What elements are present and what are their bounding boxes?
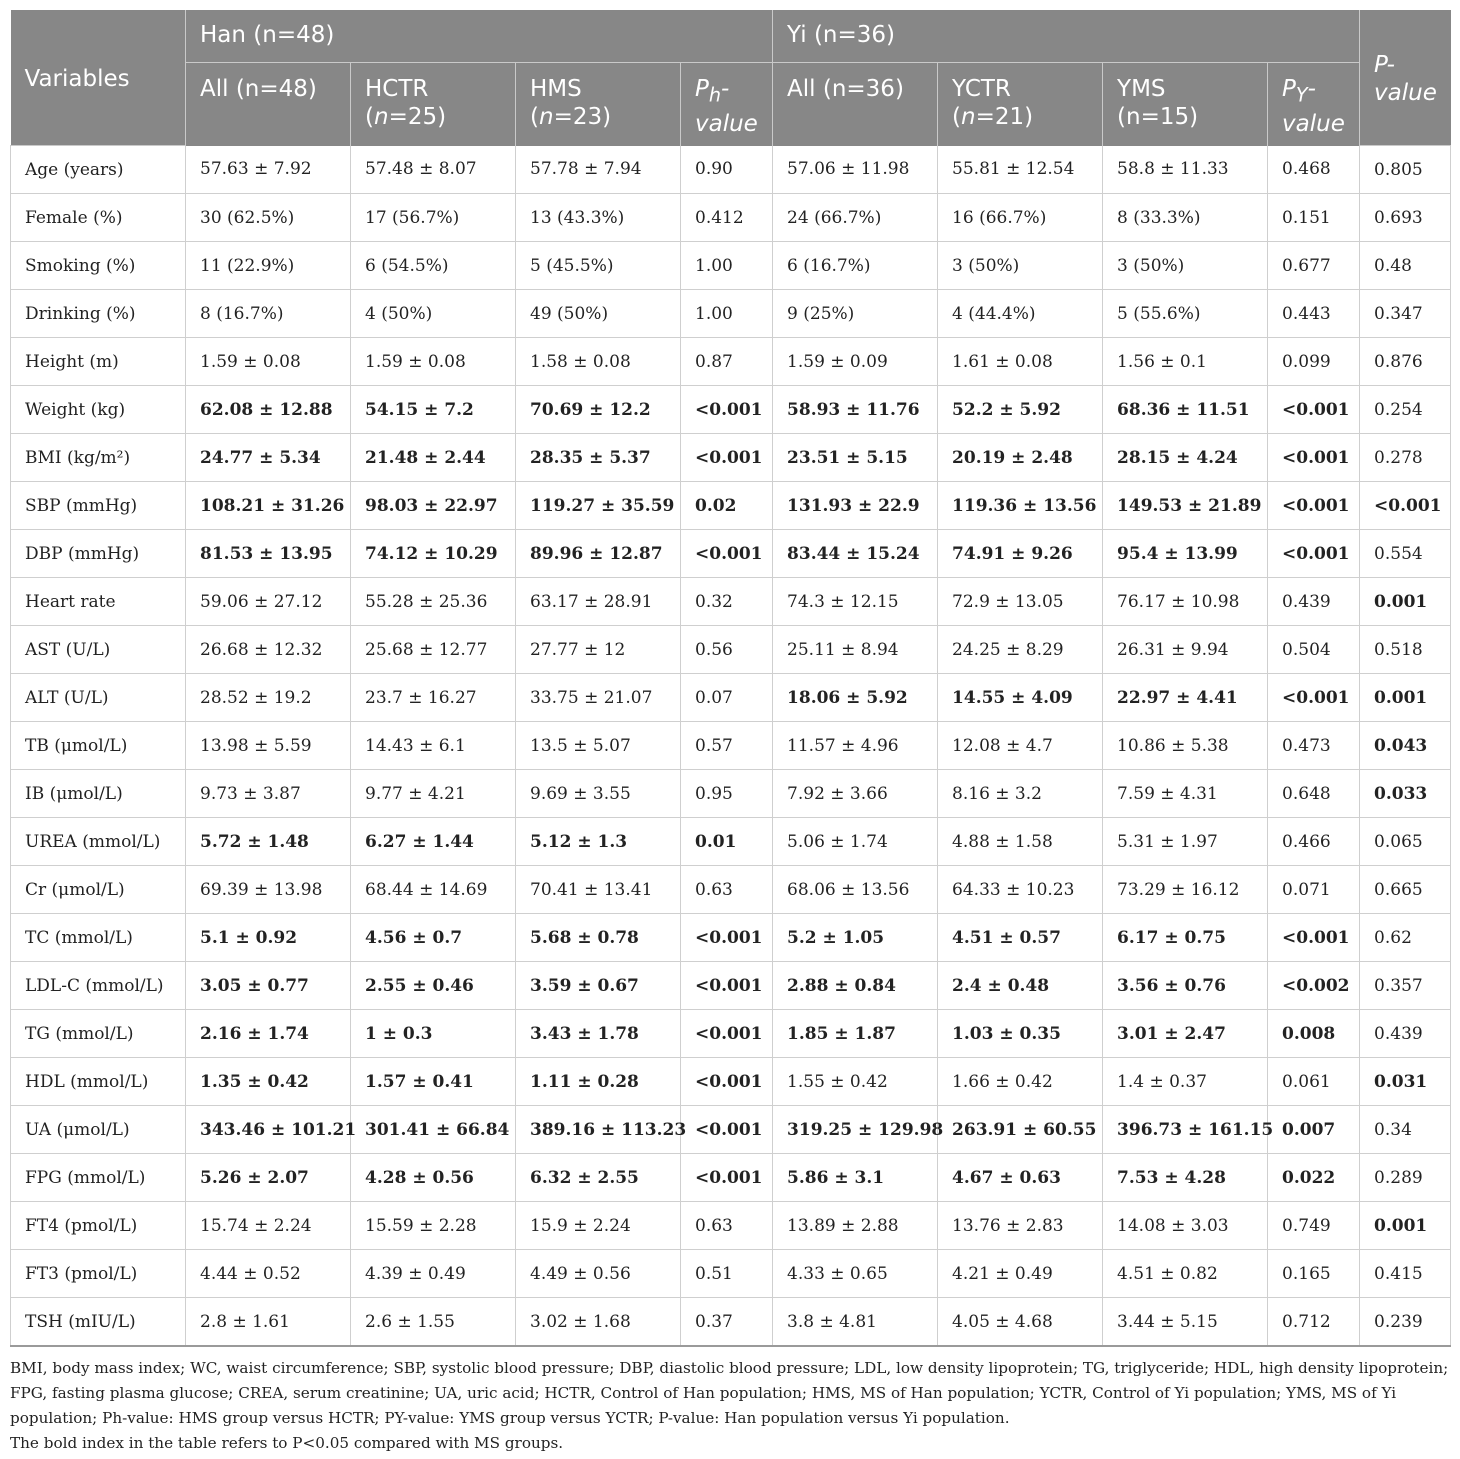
table-cell: <0.001 <box>681 1058 773 1106</box>
table-cell: 0.87 <box>681 338 773 386</box>
table-cell: 4 (50%) <box>351 290 516 338</box>
table-cell: 58.8 ± 11.33 <box>1103 146 1268 194</box>
table-cell: 0.504 <box>1268 626 1360 674</box>
table-cell: 8.16 ± 3.2 <box>938 770 1103 818</box>
table-cell: 5 (45.5%) <box>516 242 681 290</box>
table-cell: 74.3 ± 12.15 <box>773 578 938 626</box>
table-cell: 5.72 ± 1.48 <box>186 818 351 866</box>
table-cell: 2.88 ± 0.84 <box>773 962 938 1010</box>
table-cell: 9.73 ± 3.87 <box>186 770 351 818</box>
table-cell: 13.76 ± 2.83 <box>938 1202 1103 1250</box>
table-cell: 0.63 <box>681 1202 773 1250</box>
row-label: FT4 (pmol/L) <box>11 1202 186 1250</box>
row-label: Female (%) <box>11 194 186 242</box>
table-row <box>11 866 1451 914</box>
table-cell: 4.51 ± 0.57 <box>938 914 1103 962</box>
table-cell: 33.75 ± 21.07 <box>516 674 681 722</box>
table-cell: 55.28 ± 25.36 <box>351 578 516 626</box>
table-cell: 24.77 ± 5.34 <box>186 434 351 482</box>
table-cell: 13.89 ± 2.88 <box>773 1202 938 1250</box>
table-cell: 0.56 <box>681 626 773 674</box>
table-cell: 0.008 <box>1268 1010 1360 1058</box>
row-label: UA (μmol/L) <box>11 1106 186 1154</box>
row-label: Heart rate <box>11 578 186 626</box>
table-cell: 1.58 ± 0.08 <box>516 338 681 386</box>
table-cell: 0.061 <box>1268 1058 1360 1106</box>
table-cell: 5 (55.6%) <box>1103 290 1268 338</box>
table-cell: 3.01 ± 2.47 <box>1103 1010 1268 1058</box>
table-cell: 74.91 ± 9.26 <box>938 530 1103 578</box>
row-label: Height (m) <box>11 338 186 386</box>
table-body <box>11 146 1451 1347</box>
table-cell: 0.439 <box>1360 1010 1451 1058</box>
table-cell: 0.254 <box>1360 386 1451 434</box>
table-cell: 0.554 <box>1360 530 1451 578</box>
col-hms: HMS (n=23) <box>516 63 681 146</box>
table-cell: 7.53 ± 4.28 <box>1103 1154 1268 1202</box>
table-cell: 68.36 ± 11.51 <box>1103 386 1268 434</box>
table-cell: 0.473 <box>1268 722 1360 770</box>
table-cell: 1.59 ± 0.08 <box>186 338 351 386</box>
table-cell: 1.85 ± 1.87 <box>773 1010 938 1058</box>
table-cell: 68.06 ± 13.56 <box>773 866 938 914</box>
table-cell: 3.05 ± 0.77 <box>186 962 351 1010</box>
table-cell: 0.443 <box>1268 290 1360 338</box>
table-cell: 57.06 ± 11.98 <box>773 146 938 194</box>
col-py-value: $P_Y-$ value <box>1268 63 1360 146</box>
table-cell: 70.41 ± 13.41 <box>516 866 681 914</box>
table-cell: 0.001 <box>1360 674 1451 722</box>
table-cell: 98.03 ± 22.97 <box>351 482 516 530</box>
row-label: FPG (mmol/L) <box>11 1154 186 1202</box>
table-cell: 4.49 ± 0.56 <box>516 1250 681 1298</box>
table-cell: 14.43 ± 6.1 <box>351 722 516 770</box>
table-cell: 1.61 ± 0.08 <box>938 338 1103 386</box>
footnote-bold-note: The bold index in the table refers to P<0.05 compared with MS groups. <box>10 1434 564 1453</box>
table-cell: 0.648 <box>1268 770 1360 818</box>
table-cell: 4.39 ± 0.49 <box>351 1250 516 1298</box>
table-cell: 0.071 <box>1268 866 1360 914</box>
table-cell: 0.02 <box>681 482 773 530</box>
table-cell: 0.90 <box>681 146 773 194</box>
table-cell: 76.17 ± 10.98 <box>1103 578 1268 626</box>
table-cell: 21.48 ± 2.44 <box>351 434 516 482</box>
table-cell: 0.37 <box>681 1298 773 1347</box>
row-label: IB (μmol/L) <box>11 770 186 818</box>
table-cell: 0.031 <box>1360 1058 1451 1106</box>
row-label: Drinking (%) <box>11 290 186 338</box>
table-cell: 0.693 <box>1360 194 1451 242</box>
table-cell: 5.31 ± 1.97 <box>1103 818 1268 866</box>
table-cell: 0.57 <box>681 722 773 770</box>
table-cell: 4.21 ± 0.49 <box>938 1250 1103 1298</box>
table-cell: 0.01 <box>681 818 773 866</box>
table-cell: 14.08 ± 3.03 <box>1103 1202 1268 1250</box>
table-cell: 1.00 <box>681 290 773 338</box>
table-cell: 0.065 <box>1360 818 1451 866</box>
table-cell: 12.08 ± 4.7 <box>938 722 1103 770</box>
table-cell: 49 (50%) <box>516 290 681 338</box>
table-cell: 5.68 ± 0.78 <box>516 914 681 962</box>
table-cell: <0.001 <box>681 962 773 1010</box>
table-cell: 55.81 ± 12.54 <box>938 146 1103 194</box>
table-cell: 4.44 ± 0.52 <box>186 1250 351 1298</box>
table-cell: 389.16 ± 113.23 <box>516 1106 681 1154</box>
table-cell: 3.56 ± 0.76 <box>1103 962 1268 1010</box>
table-cell: 343.46 ± 101.21 <box>186 1106 351 1154</box>
table-cell: <0.001 <box>1268 434 1360 482</box>
table-cell: 5.26 ± 2.07 <box>186 1154 351 1202</box>
table-cell: 108.21 ± 31.26 <box>186 482 351 530</box>
table-cell: 1.00 <box>681 242 773 290</box>
table-cell: 4.05 ± 4.68 <box>938 1298 1103 1347</box>
col-ph-value: $P_h-$ value <box>681 63 773 146</box>
table-cell: 3.44 ± 5.15 <box>1103 1298 1268 1347</box>
table-cell: 0.357 <box>1360 962 1451 1010</box>
row-label: HDL (mmol/L) <box>11 1058 186 1106</box>
table-cell: 1.03 ± 0.35 <box>938 1010 1103 1058</box>
table-cell: 0.712 <box>1268 1298 1360 1347</box>
table-cell: <0.001 <box>681 1106 773 1154</box>
row-label: LDL-C (mmol/L) <box>11 962 186 1010</box>
table-cell: 28.52 ± 19.2 <box>186 674 351 722</box>
table-cell: 0.62 <box>1360 914 1451 962</box>
table-cell: 119.27 ± 35.59 <box>516 482 681 530</box>
table-cell: 3.8 ± 4.81 <box>773 1298 938 1347</box>
table-cell: 89.96 ± 12.87 <box>516 530 681 578</box>
table-cell: 0.677 <box>1268 242 1360 290</box>
row-label: TG (mmol/L) <box>11 1010 186 1058</box>
table-row <box>11 722 1451 770</box>
table-cell: 5.86 ± 3.1 <box>773 1154 938 1202</box>
table-cell: 73.29 ± 16.12 <box>1103 866 1268 914</box>
table-cell: 25.11 ± 8.94 <box>773 626 938 674</box>
table-cell: 8 (33.3%) <box>1103 194 1268 242</box>
row-label: Smoking (%) <box>11 242 186 290</box>
table-cell: 3.02 ± 1.68 <box>516 1298 681 1347</box>
table-cell: 0.48 <box>1360 242 1451 290</box>
table-cell: 22.97 ± 4.41 <box>1103 674 1268 722</box>
table-cell: 15.74 ± 2.24 <box>186 1202 351 1250</box>
table-cell: 1.59 ± 0.08 <box>351 338 516 386</box>
table-cell: 9.77 ± 4.21 <box>351 770 516 818</box>
table-cell: 0.165 <box>1268 1250 1360 1298</box>
table-cell: <0.001 <box>681 530 773 578</box>
data-table <box>10 10 1451 1347</box>
table-cell: <0.001 <box>1268 482 1360 530</box>
col-han-all: All (n=48) <box>186 63 351 146</box>
table-cell: 30 (62.5%) <box>186 194 351 242</box>
table-cell: 3.59 ± 0.67 <box>516 962 681 1010</box>
table-cell: 23.51 ± 5.15 <box>773 434 938 482</box>
table-cell: 1.11 ± 0.28 <box>516 1058 681 1106</box>
table-cell: <0.001 <box>681 1154 773 1202</box>
table-cell: 0.749 <box>1268 1202 1360 1250</box>
table-cell: 0.63 <box>681 866 773 914</box>
table-cell: 7.59 ± 4.31 <box>1103 770 1268 818</box>
table-row <box>11 1298 1451 1347</box>
table-row <box>11 1154 1451 1202</box>
table-row <box>11 1250 1451 1298</box>
table-cell: 0.415 <box>1360 1250 1451 1298</box>
table-cell: <0.001 <box>681 914 773 962</box>
table-cell: 24.25 ± 8.29 <box>938 626 1103 674</box>
row-label: Cr (μmol/L) <box>11 866 186 914</box>
table-cell: 0.665 <box>1360 866 1451 914</box>
table-cell: 0.033 <box>1360 770 1451 818</box>
table-cell: 0.412 <box>681 194 773 242</box>
table-row <box>11 674 1451 722</box>
table-cell: 7.92 ± 3.66 <box>773 770 938 818</box>
table-cell: 9 (25%) <box>773 290 938 338</box>
table-cell: 2.8 ± 1.61 <box>186 1298 351 1347</box>
col-hctr: HCTR (n=25) <box>351 63 516 146</box>
table-cell: 64.33 ± 10.23 <box>938 866 1103 914</box>
table-row <box>11 338 1451 386</box>
table-cell: 5.1 ± 0.92 <box>186 914 351 962</box>
table-cell: 28.35 ± 5.37 <box>516 434 681 482</box>
table-row <box>11 626 1451 674</box>
table-cell: <0.001 <box>1268 914 1360 962</box>
table-cell: <0.001 <box>1268 674 1360 722</box>
table-cell: 0.151 <box>1268 194 1360 242</box>
table-cell: <0.002 <box>1268 962 1360 1010</box>
table-cell: 0.07 <box>681 674 773 722</box>
table-cell: 9.69 ± 3.55 <box>516 770 681 818</box>
table-cell: 0.347 <box>1360 290 1451 338</box>
table-cell: 4.88 ± 1.58 <box>938 818 1103 866</box>
table-row <box>11 482 1451 530</box>
table-cell: 95.4 ± 13.99 <box>1103 530 1268 578</box>
table-cell: 3 (50%) <box>938 242 1103 290</box>
table-cell: 0.022 <box>1268 1154 1360 1202</box>
table-cell: 5.12 ± 1.3 <box>516 818 681 866</box>
table-row <box>11 194 1451 242</box>
table-cell: 15.9 ± 2.24 <box>516 1202 681 1250</box>
han-group-header: Han (n=48) <box>186 10 773 63</box>
table-cell: 2.4 ± 0.48 <box>938 962 1103 1010</box>
table-cell: 27.77 ± 12 <box>516 626 681 674</box>
table-cell: 4.51 ± 0.82 <box>1103 1250 1268 1298</box>
footnote <box>10 1356 1450 1456</box>
table-cell: 6.27 ± 1.44 <box>351 818 516 866</box>
table-cell: 62.08 ± 12.88 <box>186 386 351 434</box>
table-cell: 6.17 ± 0.75 <box>1103 914 1268 962</box>
p-value-header: P-value <box>1360 10 1451 146</box>
row-label: AST (U/L) <box>11 626 186 674</box>
table-cell: 6.32 ± 2.55 <box>516 1154 681 1202</box>
table-cell: 0.439 <box>1268 578 1360 626</box>
table-cell: 131.93 ± 22.9 <box>773 482 938 530</box>
table-cell: 74.12 ± 10.29 <box>351 530 516 578</box>
table-cell: 119.36 ± 13.56 <box>938 482 1103 530</box>
table-cell: 52.2 ± 5.92 <box>938 386 1103 434</box>
table-cell: 25.68 ± 12.77 <box>351 626 516 674</box>
table-row <box>11 818 1451 866</box>
table-cell: 58.93 ± 11.76 <box>773 386 938 434</box>
table-cell: <0.001 <box>681 434 773 482</box>
table-cell: 1.35 ± 0.42 <box>186 1058 351 1106</box>
table-cell: 11.57 ± 4.96 <box>773 722 938 770</box>
table-cell: 301.41 ± 66.84 <box>351 1106 516 1154</box>
table-cell: 20.19 ± 2.48 <box>938 434 1103 482</box>
table-cell: 0.099 <box>1268 338 1360 386</box>
table-cell: 11 (22.9%) <box>186 242 351 290</box>
table-cell: 83.44 ± 15.24 <box>773 530 938 578</box>
table-cell: 81.53 ± 13.95 <box>186 530 351 578</box>
table-cell: 2.55 ± 0.46 <box>351 962 516 1010</box>
table-cell: 3.43 ± 1.78 <box>516 1010 681 1058</box>
table-cell: 1.55 ± 0.42 <box>773 1058 938 1106</box>
header-row-columns <box>11 63 1451 146</box>
table-cell: 0.95 <box>681 770 773 818</box>
table-cell: 1.4 ± 0.37 <box>1103 1058 1268 1106</box>
table-cell: 57.63 ± 7.92 <box>186 146 351 194</box>
row-label: Age (years) <box>11 146 186 194</box>
row-label: FT3 (pmol/L) <box>11 1250 186 1298</box>
table-cell: <0.001 <box>1268 386 1360 434</box>
row-label: TSH (mIU/L) <box>11 1298 186 1347</box>
table-cell: 28.15 ± 4.24 <box>1103 434 1268 482</box>
table-cell: 70.69 ± 12.2 <box>516 386 681 434</box>
table-cell: 23.7 ± 16.27 <box>351 674 516 722</box>
table-cell: 149.53 ± 21.89 <box>1103 482 1268 530</box>
table-cell: 26.31 ± 9.94 <box>1103 626 1268 674</box>
table-row <box>11 1202 1451 1250</box>
table-cell: 8 (16.7%) <box>186 290 351 338</box>
table-cell: <0.001 <box>681 1010 773 1058</box>
col-yms: YMS (n=15) <box>1103 63 1268 146</box>
table-row <box>11 1058 1451 1106</box>
table-cell: <0.001 <box>681 386 773 434</box>
table-cell: 319.25 ± 129.98 <box>773 1106 938 1154</box>
table-row <box>11 386 1451 434</box>
table-cell: 59.06 ± 27.12 <box>186 578 351 626</box>
table-cell: 4 (44.4%) <box>938 290 1103 338</box>
table-row <box>11 290 1451 338</box>
table-cell: 26.68 ± 12.32 <box>186 626 351 674</box>
row-label: BMI (kg/m²) <box>11 434 186 482</box>
table-cell: 18.06 ± 5.92 <box>773 674 938 722</box>
row-label: SBP (mmHg) <box>11 482 186 530</box>
table-cell: 0.876 <box>1360 338 1451 386</box>
table-cell: 13.5 ± 5.07 <box>516 722 681 770</box>
table-cell: 57.78 ± 7.94 <box>516 146 681 194</box>
table-cell: 396.73 ± 161.15 <box>1103 1106 1268 1154</box>
table-cell: 4.28 ± 0.56 <box>351 1154 516 1202</box>
table-cell: 2.6 ± 1.55 <box>351 1298 516 1347</box>
table-cell: 263.91 ± 60.55 <box>938 1106 1103 1154</box>
table-cell: 1.56 ± 0.1 <box>1103 338 1268 386</box>
table-row <box>11 770 1451 818</box>
table-cell: 1.66 ± 0.42 <box>938 1058 1103 1106</box>
table-cell: <0.001 <box>1360 482 1451 530</box>
table-cell: 57.48 ± 8.07 <box>351 146 516 194</box>
table-row <box>11 914 1451 962</box>
col-yi-all: All (n=36) <box>773 63 938 146</box>
header-row-groups <box>11 10 1451 63</box>
table-cell: 0.466 <box>1268 818 1360 866</box>
footnote-abbreviations: BMI, body mass index; WC, waist circumference; SBP, systolic blood pressure; DBP, diastolic blood pressure; LDL, low density lipoprotein; TG, triglyceride; HDL, high density lipoprotein; FPG, fasting plasma glucose; CREA, serum creatinine; UA, uric acid; HCTR, Control of Han population; HMS, MS of Han population; YCTR, Control of Yi population; YMS, MS of Yi population; Ph-value: HMS group versus HCTR; PY-value: YMS group versus YCTR; P-value: Han population versus Yi population. <box>10 1359 1449 1428</box>
table-cell: 68.44 ± 14.69 <box>351 866 516 914</box>
table-cell: 2.16 ± 1.74 <box>186 1010 351 1058</box>
table-cell: 15.59 ± 2.28 <box>351 1202 516 1250</box>
col-yctr: YCTR (n=21) <box>938 63 1103 146</box>
row-label: UREA (mmol/L) <box>11 818 186 866</box>
table-cell: 0.468 <box>1268 146 1360 194</box>
table-cell: 0.32 <box>681 578 773 626</box>
table-row <box>11 1010 1451 1058</box>
table-cell: 0.001 <box>1360 578 1451 626</box>
table-cell: 0.289 <box>1360 1154 1451 1202</box>
table-cell: 17 (56.7%) <box>351 194 516 242</box>
table-cell: 0.007 <box>1268 1106 1360 1154</box>
table-cell: <0.001 <box>1268 530 1360 578</box>
row-label: Weight (kg) <box>11 386 186 434</box>
table-cell: 0.805 <box>1360 146 1451 194</box>
table-row <box>11 146 1451 194</box>
row-label: TC (mmol/L) <box>11 914 186 962</box>
table-cell: 0.043 <box>1360 722 1451 770</box>
row-label: ALT (U/L) <box>11 674 186 722</box>
table-cell: 13 (43.3%) <box>516 194 681 242</box>
table-row <box>11 242 1451 290</box>
table-cell: 54.15 ± 7.2 <box>351 386 516 434</box>
table-cell: 14.55 ± 4.09 <box>938 674 1103 722</box>
table-cell: 4.33 ± 0.65 <box>773 1250 938 1298</box>
table-cell: 1.59 ± 0.09 <box>773 338 938 386</box>
table-cell: 69.39 ± 13.98 <box>186 866 351 914</box>
table-cell: 4.56 ± 0.7 <box>351 914 516 962</box>
table-cell: 0.278 <box>1360 434 1451 482</box>
table-cell: 5.06 ± 1.74 <box>773 818 938 866</box>
table-row <box>11 578 1451 626</box>
table-row <box>11 530 1451 578</box>
table-cell: 6 (16.7%) <box>773 242 938 290</box>
table-cell: 5.2 ± 1.05 <box>773 914 938 962</box>
table-cell: 24 (66.7%) <box>773 194 938 242</box>
table-row <box>11 434 1451 482</box>
table-cell: 3 (50%) <box>1103 242 1268 290</box>
table-cell: 0.51 <box>681 1250 773 1298</box>
table-cell: 0.001 <box>1360 1202 1451 1250</box>
table-cell: 16 (66.7%) <box>938 194 1103 242</box>
row-label: TB (μmol/L) <box>11 722 186 770</box>
table-cell: 1.57 ± 0.41 <box>351 1058 516 1106</box>
table-row <box>11 1106 1451 1154</box>
table-cell: 13.98 ± 5.59 <box>186 722 351 770</box>
table-cell: 6 (54.5%) <box>351 242 516 290</box>
table-cell: 72.9 ± 13.05 <box>938 578 1103 626</box>
table-cell: 0.239 <box>1360 1298 1451 1347</box>
table-cell: 0.518 <box>1360 626 1451 674</box>
table-row <box>11 962 1451 1010</box>
table-container <box>10 10 1450 1456</box>
table-cell: 4.67 ± 0.63 <box>938 1154 1103 1202</box>
variables-header: Variables <box>11 10 186 146</box>
table-cell: 10.86 ± 5.38 <box>1103 722 1268 770</box>
table-cell: 1 ± 0.3 <box>351 1010 516 1058</box>
yi-group-header: Yi (n=36) <box>773 10 1360 63</box>
table-cell: 63.17 ± 28.91 <box>516 578 681 626</box>
table-cell: 0.34 <box>1360 1106 1451 1154</box>
row-label: DBP (mmHg) <box>11 530 186 578</box>
